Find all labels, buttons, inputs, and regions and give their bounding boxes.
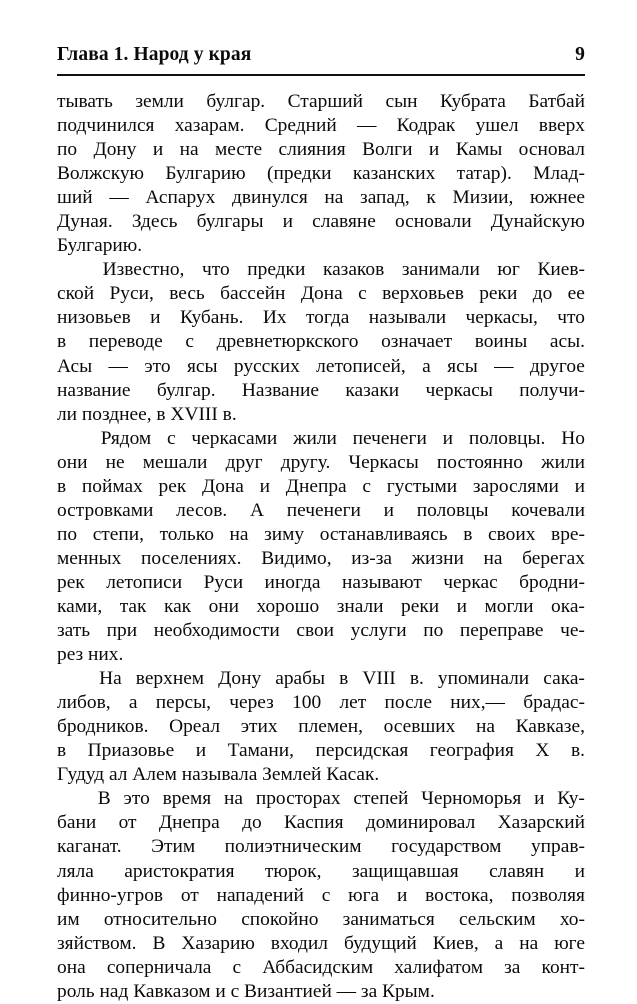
text-line: в Приазовье и Тамани, персидская география X в. [57,740,585,762]
text-line: название булгар. Название казаки черкасы получи- [57,379,585,401]
text-line: Асы — это ясы русских летописей, а ясы — другое [57,355,585,377]
text-line: Гудуд ал Алем называла Землей Касак. [57,764,380,786]
text-line: они не мешали друг другу. Черкасы постоянно жили [57,451,585,473]
header-rule [57,74,585,76]
text-line: ками, так как они хорошо знали реки и могли ока- [57,595,585,617]
text-line: ской Руси, весь бассейн Дона с верховьев реки до ее [57,283,585,305]
paragraph [57,90,585,258]
paragraph [57,667,585,787]
text-line: она соперничала с Аббасидским халифатом за конт- [57,956,585,978]
text-line: в поймах рек Дона и Днепра с густыми зарослями и [57,475,585,497]
text-line: рек летописи Руси иногда называют черкас бродни- [57,571,585,593]
text-line: ший — Аспарух двинулся на запад, к Мизии, южнее [57,187,585,209]
text-line: тывать земли булгар. Старший сын Кубрата Батбай [57,91,585,112]
page-number: 9 [575,44,585,65]
text-line: зяйством. В Хазарию входил будущий Киев, а на юге [57,932,585,954]
text-line: подчинился хазарам. Средний — Кодрак ушел вверх [57,115,585,137]
text-line: им относительно спокойно заниматься сельским хо- [57,908,585,930]
text-line: роль над Кавказом и с Византией — за Крым. [57,980,435,1002]
text-line: ляла аристократия тюрок, защищавшая славян и [57,860,585,882]
text-line: зать при необходимости свои услуги по переправе че- [57,620,585,642]
text-line: низовьев и Кубань. Их тогда называли черкасы, что [57,307,585,329]
text-line: Булгарию. [57,235,143,257]
text-line: бродников. Ореал этих племен, осевших на Кавказе, [57,716,585,738]
text-line: рез них. [57,644,124,666]
text-line: финно-угров от нападений с юга и востока, позволяя [57,884,585,906]
running-head-title: Глава 1. Народ у края [57,44,252,65]
text-line: ли позднее, в XVIII в. [57,403,237,425]
paragraph [57,427,585,667]
body-text [57,90,585,1004]
text-line: по степи, только на зиму останавливаясь в своих вре- [57,523,585,545]
text-line: бани от Днепра до Каспия доминировал Хазарский [57,812,585,834]
text-line: Известно, что предки казаков занимали юг Киев- [102,259,585,281]
text-line: по Дону и на месте слияния Волги и Камы основал [57,139,585,161]
text-line: каганат. Этим полиэтническим государством управ- [57,836,585,858]
text-line: Рядом с черкасами жили печенеги и половцы. Но [100,427,585,449]
text-line: Дуная. Здесь булгары и славяне основали Дунайскую [57,211,585,233]
text-line: в переводе с древнетюркского означает воины асы. [57,331,585,353]
text-line: островками лесов. А печенеги и половцы кочевали [57,499,585,521]
running-head [57,44,585,66]
text-line: В это время на просторах степей Черноморья и Ку- [97,788,585,810]
text-line: менных поселениях. Видимо, из-за жизни на берегах [57,547,585,569]
text-line: либов, а персы, через 100 лет после них,— брадас- [57,692,585,714]
text-line: Волжскую Булгарию (предки казанских татар). Млад- [57,163,585,185]
paragraph [57,787,585,1003]
text-line: На верхнем Дону арабы в VIII в. упоминали сака- [99,668,585,690]
paragraph [57,258,585,426]
